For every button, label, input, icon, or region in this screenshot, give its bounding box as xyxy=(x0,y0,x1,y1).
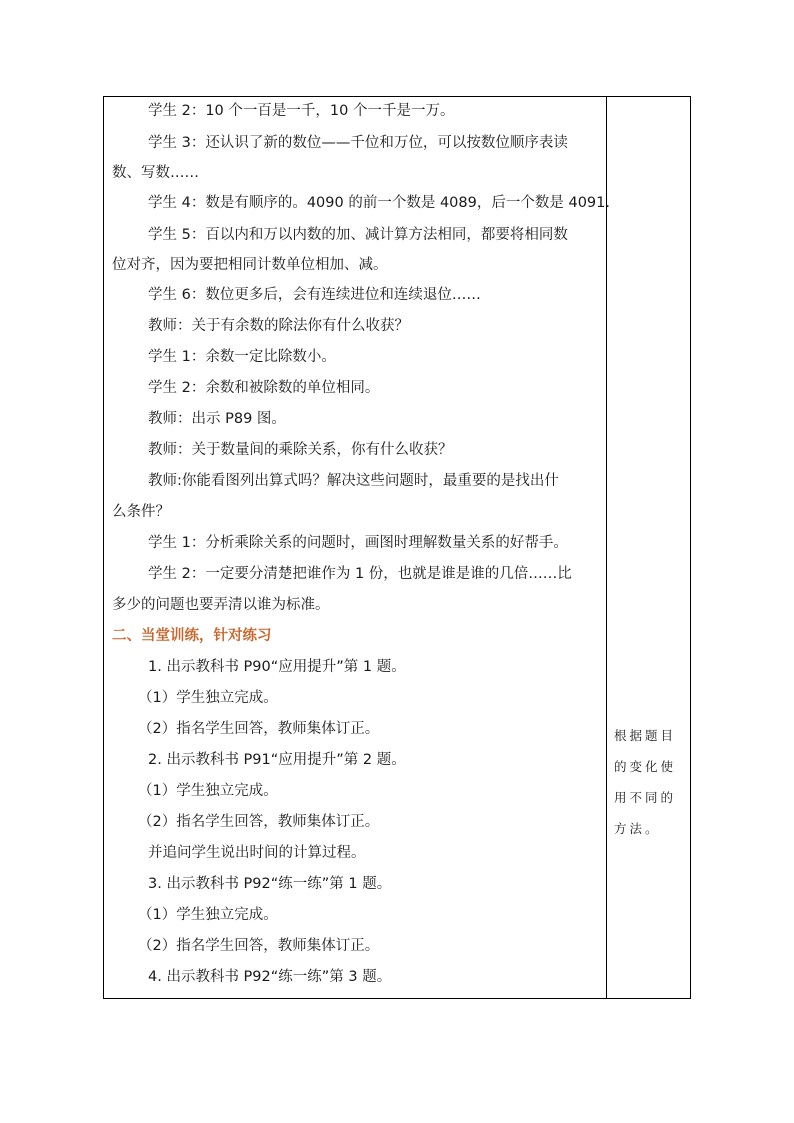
section-heading: 二、当堂训练，针对练习 xyxy=(112,628,272,644)
exercise-line: （1）学生独立完成。 xyxy=(138,907,278,923)
exercise-line: 2. 出示教科书 P91“应用提升”第 2 题。 xyxy=(148,752,406,768)
exercise-line: （1）学生独立完成。 xyxy=(138,690,278,706)
side-note-line: 的变化使 xyxy=(614,759,677,774)
exercise-line: 并追问学生说出时间的计算过程。 xyxy=(148,845,366,861)
side-note-line: 方法。 xyxy=(614,821,661,836)
side-note-line: 用不同的 xyxy=(614,790,677,805)
text-line: 多少的问题也要弄清以谁为标准。 xyxy=(112,597,330,613)
text-line: 学生 2：10 个一百是一千，10 个一千是一万。 xyxy=(148,103,455,119)
text-line: 学生 6：数位更多后，会有连续进位和连续退位…… xyxy=(148,287,481,303)
text-line: 教师：出示 P89 图。 xyxy=(148,411,286,427)
exercise-line: （2）指名学生回答，教师集体订正。 xyxy=(138,938,380,954)
text-line: 么条件？ xyxy=(112,504,170,520)
exercise-line: 3. 出示教科书 P92“练一练”第 1 题。 xyxy=(148,876,392,892)
text-line: 学生 2：一定要分清楚把谁作为 1 份，也就是谁是谁的几倍……比 xyxy=(148,566,572,582)
side-note-line: 根据题目 xyxy=(614,728,677,743)
text-line: 学生 1：余数一定比除数小。 xyxy=(148,349,336,365)
lesson-table xyxy=(103,96,691,999)
exercise-line: （2）指名学生回答，教师集体订正。 xyxy=(138,721,380,737)
column-divider xyxy=(606,97,607,998)
text-line: 数、写数…… xyxy=(112,165,199,181)
text-line: 教师：关于数量间的乘除关系，你有什么收获？ xyxy=(148,442,453,458)
text-line: 学生 3：还认识了新的数位——千位和万位，可以按数位顺序表读 xyxy=(148,135,568,151)
text-line: 学生 4：数是有顺序的。4090 的前一个数是 4089，后一个数是 4091. xyxy=(148,195,610,211)
text-line: 学生 2：余数和被除数的单位相同。 xyxy=(148,380,380,396)
text-line: 学生 1：分析乘除关系的问题时，画图时理解数量关系的好帮手。 xyxy=(148,535,568,551)
exercise-line: 4. 出示教科书 P92“练一练”第 3 题。 xyxy=(148,969,392,985)
exercise-line: （2）指名学生回答，教师集体订正。 xyxy=(138,814,380,830)
exercise-line: （1）学生独立完成。 xyxy=(138,783,278,799)
exercise-line: 1. 出示教科书 P90“应用提升”第 1 题。 xyxy=(148,659,406,675)
text-line: 教师：关于有余数的除法你有什么收获？ xyxy=(148,318,409,334)
text-line: 位对齐，因为要把相同计数单位相加、减。 xyxy=(112,257,388,273)
text-line: 教师:你能看图列出算式吗？解决这些问题时，最重要的是找出什 xyxy=(148,473,559,489)
text-line: 学生 5：百以内和万以内数的加、减计算方法相同，都要将相同数 xyxy=(148,227,568,243)
